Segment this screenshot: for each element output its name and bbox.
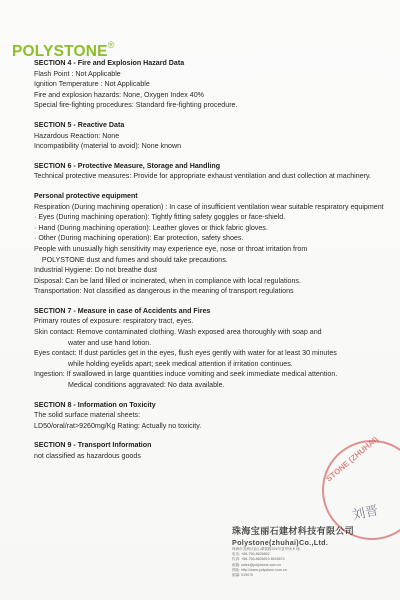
ppe-title: Personal protective equipment <box>34 191 138 200</box>
flash-point: Flash Point : Not Applicable <box>34 69 121 78</box>
transport-classification: not classified as hazardous goods <box>34 452 141 460</box>
sensitivity-note: People with unusually high sensitivity may experience eye, nose or throat irritation from <box>34 244 308 253</box>
stamp-text: STONE (ZHUHAI) <box>324 434 380 484</box>
hazardous-reaction: Hazardous Reaction: None <box>34 131 120 140</box>
section-6-title: SECTION 6 - Protective Measure, Storage and Handling <box>34 161 221 170</box>
section-8-title: SECTION 8 - Information on Toxicity <box>34 400 156 409</box>
footer-address: 珠海市香洲区前山翠微路225号富华里 E 座 <box>232 547 300 551</box>
ignition-temperature: Ignition Temperature : Not Applicable <box>34 80 150 89</box>
company-footer <box>232 524 397 578</box>
industrial-hygiene: Industrial Hygiene: Do not breathe dust <box>34 266 158 275</box>
disposal: Disposal: Can be land filled or incinerated, when in compliance with local regulations. <box>34 276 301 285</box>
company-name-en: Polystone(zhuhai)Co.,Ltd. <box>232 538 329 547</box>
fire-fighting-procedures: Special fire-fighting procedures: Standard fire-fighting procedure. <box>34 101 238 110</box>
section-4-title: SECTION 4 - Fire and Explosion Hazard Data <box>34 59 185 67</box>
ppe-hand: · Hand (During machining operation): Leather gloves or thick fabric gloves. <box>34 223 268 232</box>
incompatibility: Incompatibility (material to avoid): None known <box>34 142 182 151</box>
document-body <box>34 58 400 462</box>
ppe-other: · Other (During machining operation): Ear protection, safety shoes. <box>34 234 244 243</box>
logo-name: POLYSTONE <box>12 43 108 61</box>
ingestion: Ingestion: If swallowed in large quantities induce vomiting and seek immediate medical attention. <box>34 370 338 379</box>
registered-mark: ® <box>107 40 115 50</box>
exposure-routes: Primary routes of exposure: respiratory tract, eyes. <box>34 317 194 326</box>
footer-website: 网址: http://www.polystone.com.cn <box>232 567 287 572</box>
ld50-rating: LD50/oral/rat>9260mg/Kg Rating: Actually no toxicity. <box>34 421 202 430</box>
eyes-contact: Eyes contact: If dust particles get in the eyes, flush eyes gently with water for at least 30 minutes <box>34 349 337 358</box>
fire-explosion-hazards: Fire and explosion hazards: None, Oxygen Index 40% <box>34 90 204 99</box>
medical-conditions: Medical conditions aggravated: No data available. <box>68 381 225 390</box>
section-5-title: SECTION 5 - Reactive Data <box>34 120 125 129</box>
footer-postcode: 邮编: 519070 <box>232 573 254 578</box>
section-9-title: SECTION 9 - Transport Information <box>34 441 152 450</box>
skin-contact-cont: water and use hand lotion. <box>68 338 152 347</box>
solid-surface-sheets: The solid surface material sheets: <box>34 411 141 420</box>
footer-phone: 电话: +86-756-8626852 <box>232 552 270 557</box>
transportation: Transportation: Not classified as dangerous in the meaning of transport regulations <box>34 287 294 296</box>
ppe-eyes: · Eyes (During machining operation): Tightly fitting safety goggles or face-shield. <box>34 213 286 222</box>
ppe-respiration: Respiration (During machining operation) : In case of insufficient ventilation wear suitable respiratory equipment <box>34 202 384 211</box>
handwritten-signature: 刘晋 <box>351 503 380 524</box>
eyes-contact-cont: while holding eyelids apart; seek medical attention if irritation continues. <box>68 359 293 368</box>
sensitivity-note-cont: POLYSTONE dust and fumes and should take precautions. <box>34 255 228 264</box>
footer-fax: 传真: +86-756-8626819 8626874 <box>232 557 285 562</box>
skin-contact: Skin contact: Remove contaminated clothing. Wash exposed area thoroughly with soap and <box>34 328 322 337</box>
technical-measures: Technical protective measures: Provide for appropriate exhaust ventilation and dust collection at machinery. <box>34 172 372 181</box>
company-name-cn: 珠海宝丽石建材科技有限公司 <box>232 526 355 536</box>
footer-email: 邮箱: sales@polystone.com.cn <box>232 562 282 567</box>
section-7-title: SECTION 7 - Measure in case of Accidents and Fires <box>34 306 211 315</box>
